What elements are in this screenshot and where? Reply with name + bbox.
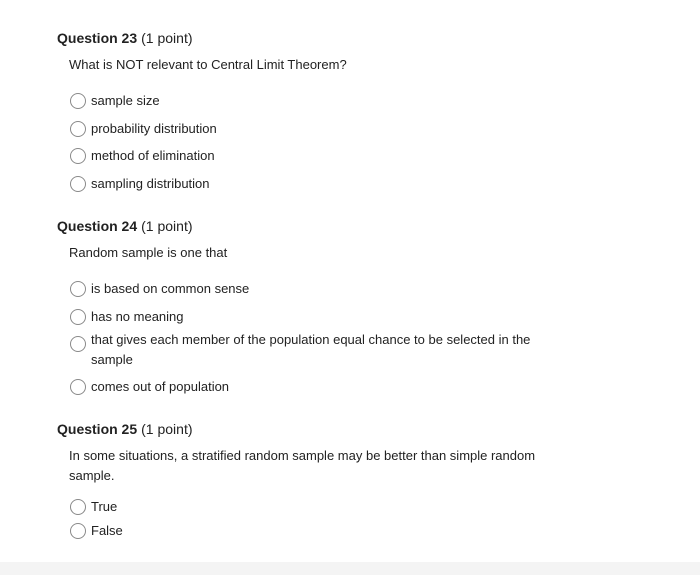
question-prompt: What is NOT relevant to Central Limit Theorem? bbox=[69, 57, 347, 72]
radio-button[interactable] bbox=[70, 309, 86, 325]
radio-button[interactable] bbox=[70, 523, 86, 539]
option-label: sampling distribution bbox=[91, 176, 210, 191]
option-label: probability distribution bbox=[91, 121, 217, 136]
answer-option[interactable] bbox=[70, 308, 550, 326]
question-25 bbox=[57, 420, 657, 538]
question-header bbox=[57, 420, 657, 438]
question-header bbox=[57, 217, 657, 235]
option-label: False bbox=[91, 523, 123, 538]
option-label: True bbox=[91, 499, 118, 514]
answer-option[interactable] bbox=[70, 147, 550, 165]
answer-option[interactable] bbox=[70, 92, 550, 110]
question-number: Question 24 bbox=[57, 218, 138, 234]
answer-option[interactable] bbox=[70, 522, 550, 540]
radio-button[interactable] bbox=[70, 121, 86, 137]
radio-button[interactable] bbox=[70, 93, 86, 109]
answer-option[interactable] bbox=[70, 175, 550, 193]
question-points: (1 point) bbox=[141, 421, 193, 437]
radio-button[interactable] bbox=[70, 336, 86, 352]
option-label: sample size bbox=[91, 93, 160, 108]
radio-button[interactable] bbox=[70, 379, 86, 395]
question-number: Question 23 bbox=[57, 30, 138, 46]
answer-option[interactable] bbox=[70, 330, 540, 370]
radio-button[interactable] bbox=[70, 499, 86, 515]
question-header bbox=[57, 29, 657, 47]
answer-option[interactable] bbox=[70, 378, 550, 396]
question-23 bbox=[57, 29, 657, 191]
radio-button[interactable] bbox=[70, 148, 86, 164]
radio-button[interactable] bbox=[70, 281, 86, 297]
option-label: comes out of population bbox=[91, 379, 230, 394]
question-prompt: Random sample is one that bbox=[69, 245, 228, 260]
question-points: (1 point) bbox=[141, 218, 193, 234]
answer-option[interactable] bbox=[70, 280, 550, 298]
option-label: that gives each member of the population equal chance to be selected in the sample bbox=[91, 332, 531, 367]
radio-button[interactable] bbox=[70, 176, 86, 192]
answer-option[interactable] bbox=[70, 120, 550, 138]
question-number: Question 25 bbox=[57, 421, 138, 437]
option-label: has no meaning bbox=[91, 309, 184, 324]
question-points: (1 point) bbox=[141, 30, 193, 46]
bottom-divider bbox=[0, 562, 700, 575]
question-24 bbox=[57, 217, 657, 394]
option-label: is based on common sense bbox=[91, 281, 250, 296]
option-label: method of elimination bbox=[91, 148, 215, 163]
question-prompt: In some situations, a stratified random sample may be better than simple random sample. bbox=[69, 448, 536, 483]
answer-option[interactable] bbox=[70, 498, 550, 516]
